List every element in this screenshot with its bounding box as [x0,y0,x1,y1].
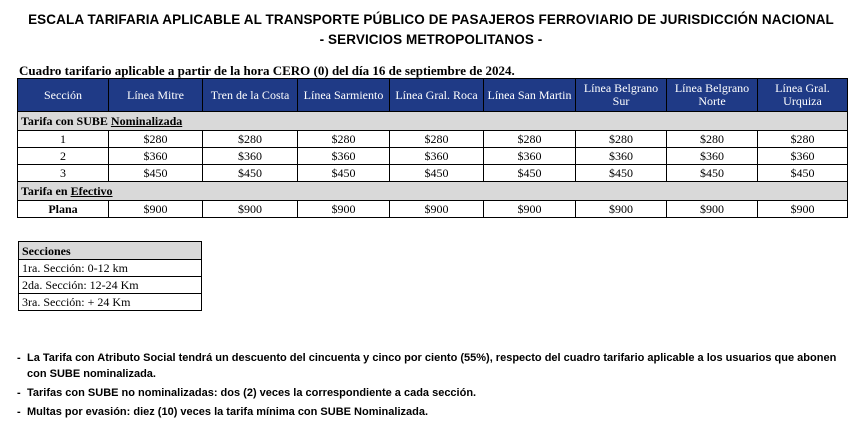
table-cell: $900 [203,201,298,218]
table-cell: $450 [298,165,390,182]
group-label [18,112,848,131]
table-cell: $360 [667,148,758,165]
table-cell: $450 [390,165,484,182]
table-cell: $280 [109,131,203,148]
table-row [18,148,848,165]
table-cell: $280 [390,131,484,148]
note-item [17,385,857,401]
table-cell: Plana [18,201,109,218]
table-row-cash [18,201,848,218]
bullet-dash: - [17,352,21,364]
table-cell: $900 [667,201,758,218]
table-cell: $360 [576,148,667,165]
note-text: Tarifas con SUBE no nominalizadas: dos (2) veces la correspondiente a cada sección. [27,387,477,399]
sections-header: Secciones [19,242,202,260]
table-cell: 1 [18,131,109,148]
table-header-row [18,79,848,112]
section-item: 3ra. Sección: + 24 Km [19,294,202,311]
table-cell: $450 [667,165,758,182]
table-cell: $900 [484,201,576,218]
table-cell: $900 [758,201,848,218]
group-row-cash [18,182,848,201]
col-header: Línea Belgrano Norte [667,79,758,112]
table-cell: $450 [203,165,298,182]
document-subtitle: - SERVICIOS METROPOLITANOS - [319,32,543,47]
table-cell: 2 [18,148,109,165]
col-header: Línea San Martin [484,79,576,112]
group-label-prefix: Tarifa con SUBE [21,114,111,128]
col-header: Sección [18,79,109,112]
table-cell: $360 [390,148,484,165]
note-text: La Tarifa con Atributo Social tendrá un descuento del cincuenta y cinco por ciento (55%), respecto del cuadro tarifario aplicable a los usuarios que abonen con SUBE nominalizada. [27,352,837,380]
table-cell: $280 [203,131,298,148]
table-row [18,165,848,182]
table-cell: $450 [758,165,848,182]
col-header: Línea Sarmiento [298,79,390,112]
group-label-emphasis: Efectivo [70,184,113,198]
table-cell: $450 [484,165,576,182]
table-cell: $360 [298,148,390,165]
table-cell: $360 [109,148,203,165]
note-item [17,350,857,382]
table-cell: $280 [484,131,576,148]
table-cell: $280 [298,131,390,148]
bullet-dash: - [17,387,21,399]
table-cell: $360 [758,148,848,165]
group-label-emphasis: Nominalizada [110,114,183,128]
col-header: Línea Mitre [109,79,203,112]
note-item [17,404,857,420]
table-cell: $900 [109,201,203,218]
bullet-dash: - [17,406,21,418]
sections-table [18,241,202,311]
table-cell: $280 [667,131,758,148]
table-row [18,131,848,148]
table-cell: $360 [203,148,298,165]
document-title: ESCALA TARIFARIA APLICABLE AL TRANSPORTE PÚBLICO DE PASAJEROS FERROVIARIO DE JURISDICCIÓN NACIONAL [28,12,834,27]
table-cell: $280 [758,131,848,148]
table-cell: $360 [484,148,576,165]
table-cell: $900 [298,201,390,218]
note-text: Multas por evasión: diez (10) veces la tarifa mínima con SUBE Nominalizada. [27,406,429,418]
table-cell: 3 [18,165,109,182]
fare-table [17,78,848,218]
table-cell: $900 [576,201,667,218]
col-header: Tren de la Costa [203,79,298,112]
section-item: 1ra. Sección: 0-12 km [19,260,202,277]
col-header: Línea Belgrano Sur [576,79,667,112]
section-item: 2da. Sección: 12-24 Km [19,277,202,294]
group-label [18,182,848,201]
table-cell: $900 [390,201,484,218]
col-header: Línea Gral. Roca [390,79,484,112]
table-caption: Cuadro tarifario aplicable a partir de la hora CERO (0) del día 16 de septiembre de 2024. [19,63,515,78]
group-row-sube [18,112,848,131]
group-label-prefix: Tarifa en [21,184,71,198]
notes-list [17,350,857,423]
table-cell: $450 [576,165,667,182]
col-header: Línea Gral. Urquiza [758,79,848,112]
table-cell: $280 [576,131,667,148]
table-cell: $450 [109,165,203,182]
